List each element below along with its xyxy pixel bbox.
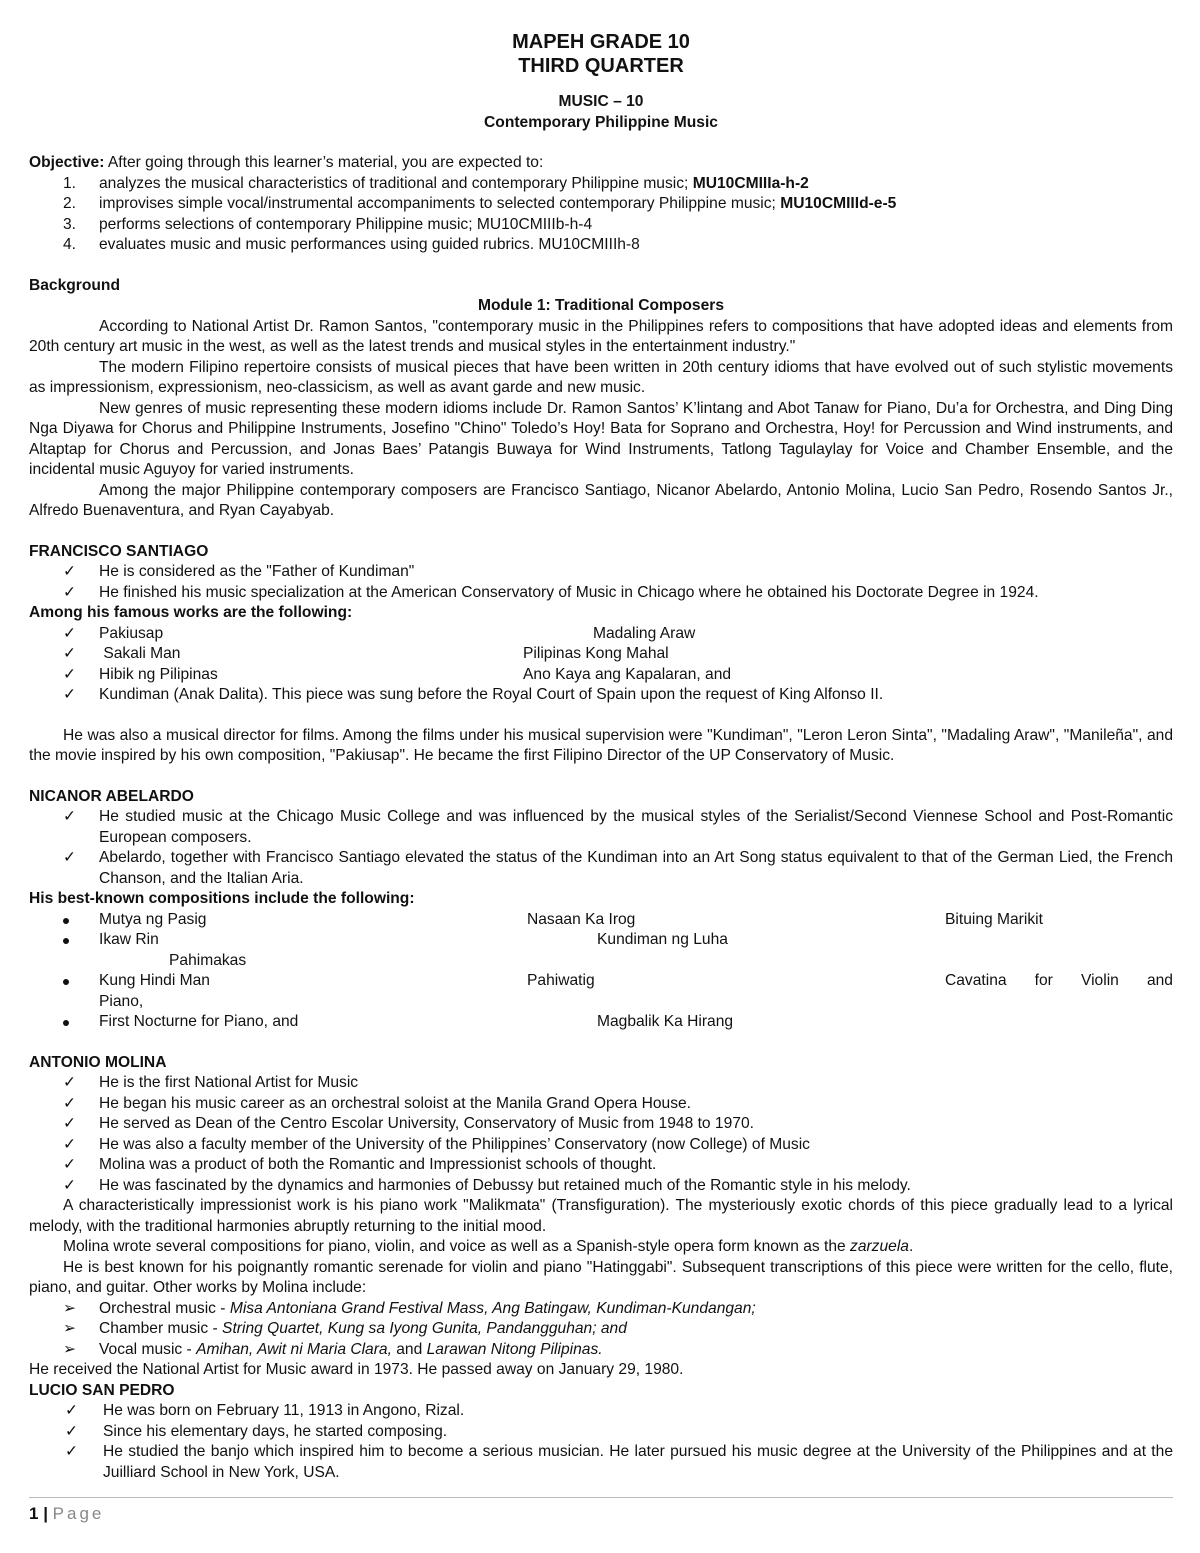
work-title-cavatina (945, 971, 1173, 992)
list-item (29, 1299, 1173, 1320)
work-title: Ikaw Rin (99, 931, 159, 948)
list-item-text: He was fascinated by the dynamics and harmonies of Debussy but retained much of the Romantic style in his melody. (99, 1176, 911, 1194)
check-icon (63, 1155, 76, 1176)
list-item (29, 910, 1173, 931)
work-title: Ano Kaya ang Kapalaran, and (523, 665, 732, 683)
objective-label: Objective: (29, 154, 105, 171)
objective-item-code: MU10CMIIIa-h-2 (692, 174, 809, 192)
arrow-icon (63, 1319, 76, 1340)
page-separator: | (38, 1504, 53, 1523)
work-title: Hibik ng Pilipinas (99, 665, 218, 683)
check-icon (63, 562, 76, 583)
document-title-line2: THIRD QUARTER (518, 55, 684, 77)
work-title: Magbalik Ka Hirang (597, 1013, 734, 1030)
work-list: String Quartet, Kung sa Iyong Gunita, Pandangguhan; and (222, 1320, 627, 1337)
list-item (29, 562, 1173, 583)
work-title: Kung Hindi Man (99, 972, 210, 989)
check-icon (63, 1114, 76, 1135)
objective-item-number: 3. (63, 215, 77, 233)
word: Cavatina (945, 972, 1007, 989)
check-icon (63, 1094, 76, 1115)
work-title: Pahimakas (169, 951, 247, 969)
list-item (29, 1073, 1173, 1094)
list-item (29, 848, 1173, 889)
objective-item (29, 235, 1173, 256)
work-category: Orchestral music - (99, 1299, 230, 1317)
arrow-icon (63, 1340, 76, 1361)
work-title: Pilipinas Kong Mahal (523, 645, 669, 662)
list-item-text: He is the first National Artist for Music (99, 1074, 359, 1091)
work-category: Vocal music - (99, 1340, 197, 1358)
work-title: Nasaan Ka Irog (527, 910, 636, 928)
santiago-works-heading: Among his famous works are the following: (29, 604, 353, 621)
background-paragraph: According to National Artist Dr. Ramon Santos, "contemporary music in the Philippines refers to compositions that have adopted ideas and elements from 20th century art music in the west, as well as the latest trends and musical styles in the entertainment industry." (29, 317, 1173, 355)
molina-paragraph (29, 1237, 1173, 1258)
list-item (29, 665, 1173, 686)
list-item (29, 1401, 1173, 1422)
background-paragraph: Among the major Philippine contemporary composers are Francisco Santiago, Nicanor Abelardo, Antonio Molina, Lucio San Pedro, Rosendo Santos Jr., Alfredo Buenaventura, and Ryan Cayabyab. (29, 481, 1173, 519)
list-item (29, 1155, 1173, 1176)
work-list: Amihan, Awit ni Maria Clara, (196, 1340, 392, 1358)
check-icon (65, 1442, 78, 1463)
work-title: Piano, (99, 992, 144, 1010)
list-item (29, 971, 1173, 1012)
list-item (29, 1340, 1173, 1361)
list-item (29, 624, 1173, 645)
work-title: Pahiwatig (527, 972, 595, 989)
list-item-text: He studied music at the Chicago Music College and was influenced by the musical styles of the Serialist/Second Viennese School and Post-Romantic European composers. (99, 808, 1173, 846)
topic-title: Contemporary Philippine Music (484, 113, 718, 131)
work-list: Misa Antoniana Grand Festival Mass, Ang Batingaw, Kundiman-Kundangan; (229, 1299, 756, 1317)
work-title: Kundiman ng Luha (597, 931, 728, 948)
list-item-text: He was born on February 11, 1913 in Angono, Rizal. (103, 1402, 465, 1419)
bullet-icon (63, 930, 69, 951)
background-paragraph: The modern Filipino repertoire consists of musical pieces that have been written in 20th century idioms that have evolved out of such stylistic movements as impressionism, expressionism, neo-classicism, as well as avant garde and new music. (29, 358, 1173, 396)
objective-intro (29, 153, 1173, 174)
document-page (29, 30, 1173, 1483)
bullet-icon (63, 910, 69, 931)
objective-item-code: MU10CMIIId-e-5 (780, 195, 897, 212)
word: and (1146, 972, 1173, 989)
list-item-text: Molina was a product of both the Romantic and Impressionist schools of thought. (99, 1156, 657, 1173)
list-item-text: Kundiman (Anak Dalita). This piece was sung before the Royal Court of Spain upon the request of King Alfonso II. (99, 686, 884, 703)
page-label: Page (52, 1504, 105, 1523)
check-icon (63, 1135, 76, 1156)
objective-item-number: 2. (63, 195, 77, 212)
molina-closing: He received the National Artist for Music award in 1973. He passed away on January 29, 1980. (29, 1361, 684, 1378)
objective-item-text: improvises simple vocal/instrumental accompaniments to selected contemporary Philippine music; (99, 195, 781, 212)
list-item (29, 685, 1173, 706)
work-category: Chamber music - (99, 1320, 223, 1337)
list-item (29, 644, 1173, 665)
list-item-text: He is considered as the "Father of Kundiman" (99, 563, 415, 580)
abelardo-heading: NICANOR ABELARDO (29, 787, 194, 805)
list-item-text: He was also a faculty member of the University of the Philippines’ Conservatory (now College) of Music (99, 1135, 810, 1153)
check-icon (65, 1401, 78, 1422)
background-paragraph: New genres of music representing these modern idioms include Dr. Ramon Santos’ K’lintang and Abot Tanaw for Piano, Du’a for Orchestra, and Ding Ding Nga Diyawa for Chorus and Philippine Instruments, Josefino "Chino" Toledo’s Hoy! Bata for Soprano and Orchestra, Hoy! for Percussion and Wind instruments, and Altaptap for Chorus and Percussion, and Jonas Baes’ Patangis Buwaya for Wind Instruments, Tatlong Tagulaylay for Voice and Chamber Ensemble, and the incidental music Aguyoy for varied instruments. (29, 399, 1173, 478)
check-icon (65, 1422, 78, 1443)
work-list: Larawan Nitong Pilipinas. (426, 1340, 603, 1358)
list-item-text: He began his music career as an orchestral soloist at the Manila Grand Opera House. (99, 1094, 691, 1112)
list-item (29, 1422, 1173, 1443)
list-item (29, 1114, 1173, 1135)
list-item (29, 1442, 1173, 1483)
objective-intro-text: After going through this learner’s material, you are expected to: (104, 154, 544, 171)
work-title: Sakali Man (99, 645, 181, 662)
list-item-text: He finished his music specialization at the American Conservatory of Music in Chicago where he obtained his Doctorate Degree in 1924. (99, 583, 1039, 601)
work-title: First Nocturne for Piano, and (99, 1013, 299, 1030)
list-item (29, 1094, 1173, 1115)
objective-item-number: 4. (63, 236, 77, 253)
list-item (29, 930, 1173, 971)
module-title: Module 1: Traditional Composers (477, 297, 725, 314)
objective-item (29, 194, 1173, 215)
sanpedro-heading: LUCIO SAN PEDRO (29, 1381, 175, 1399)
objective-item (29, 174, 1173, 195)
list-item (29, 1176, 1173, 1197)
list-item-text: Abelardo, together with Francisco Santiago elevated the status of the Kundiman into an Art Song status equivalent to that of the German Lied, the French Chanson, and the Italian Aria. (99, 849, 1173, 887)
work-title: Bituing Marikit (945, 910, 1043, 928)
check-icon (63, 644, 76, 665)
objective-item-text: analyzes the musical characteristics of traditional and contemporary Philippine music; (99, 174, 693, 192)
list-item (29, 583, 1173, 604)
bullet-icon (63, 971, 69, 992)
document-title-line1: MAPEH GRADE 10 (512, 31, 690, 53)
check-icon (63, 583, 76, 604)
molina-paragraph: He is best known for his poignantly romantic serenade for violin and piano "Hatinggabi". Subsequent transcriptions of this piece were written for the cello, flute, piano, and guitar. Other works by Molina include: (29, 1258, 1173, 1296)
list-item (29, 1012, 1173, 1033)
check-icon (63, 685, 76, 706)
paragraph-emphasis: zarzuela (850, 1238, 909, 1255)
list-item (29, 1135, 1173, 1156)
check-icon (63, 1073, 76, 1094)
work-title: Madaling Araw (593, 624, 696, 642)
molina-heading: ANTONIO MOLINA (29, 1053, 167, 1071)
background-heading: Background (29, 276, 120, 294)
santiago-paragraph: He was also a musical director for films. Among the films under his musical supervision were "Kundiman", "Leron Leron Sinta", "Madaling Araw", "Manileña", and the movie inspired by his own composition, "Pakiusap". He became the first Filipino Director of the UP Conservatory of Music. (29, 726, 1173, 764)
bullet-icon (63, 1012, 69, 1033)
objective-item-number: 1. (63, 174, 77, 192)
page-footer (29, 1497, 1173, 1525)
objective-item-text: evaluates music and music performances using guided rubrics. MU10CMIIIh-8 (99, 236, 640, 253)
molina-paragraph: A characteristically impressionist work is his piano work "Malikmata" (Transfiguration). The mysteriously exotic chords of this piece gradually lead to a lyrical melody, with the traditional harmonies abruptly returning to the initial mood. (29, 1197, 1173, 1235)
paragraph-text: . (908, 1238, 914, 1255)
word: Violin (1080, 972, 1119, 989)
arrow-icon (63, 1299, 76, 1320)
abelardo-works-heading: His best-known compositions include the following: (29, 890, 415, 907)
word: for (1034, 972, 1053, 989)
list-item (29, 807, 1173, 848)
work-list-joiner: and (391, 1340, 427, 1358)
check-icon (63, 807, 76, 828)
check-icon (63, 624, 76, 645)
list-item (29, 1319, 1173, 1340)
page-number: 1 (29, 1504, 39, 1523)
santiago-heading: FRANCISCO SANTIAGO (29, 542, 209, 560)
list-item-text: He studied the banjo which inspired him to become a serious musician. He later pursued his music degree at the University of the Philippines and at the Juilliard School in New York, USA. (103, 1443, 1173, 1481)
paragraph-text: Molina wrote several compositions for piano, violin, and voice as well as a Spanish-style opera form known as the (63, 1238, 851, 1255)
check-icon (63, 665, 76, 686)
list-item-text: Since his elementary days, he started composing. (103, 1422, 448, 1440)
objective-item (29, 215, 1173, 236)
list-item-text: He served as Dean of the Centro Escolar University, Conservatory of Music from 1948 to 1970. (99, 1115, 754, 1132)
work-title: Mutya ng Pasig (99, 910, 207, 928)
subject-title: MUSIC – 10 (558, 93, 644, 110)
work-title: Pakiusap (99, 624, 164, 642)
check-icon (63, 1176, 76, 1197)
check-icon (63, 848, 76, 869)
objective-item-text: performs selections of contemporary Philippine music; MU10CMIIIb-h-4 (99, 215, 593, 233)
